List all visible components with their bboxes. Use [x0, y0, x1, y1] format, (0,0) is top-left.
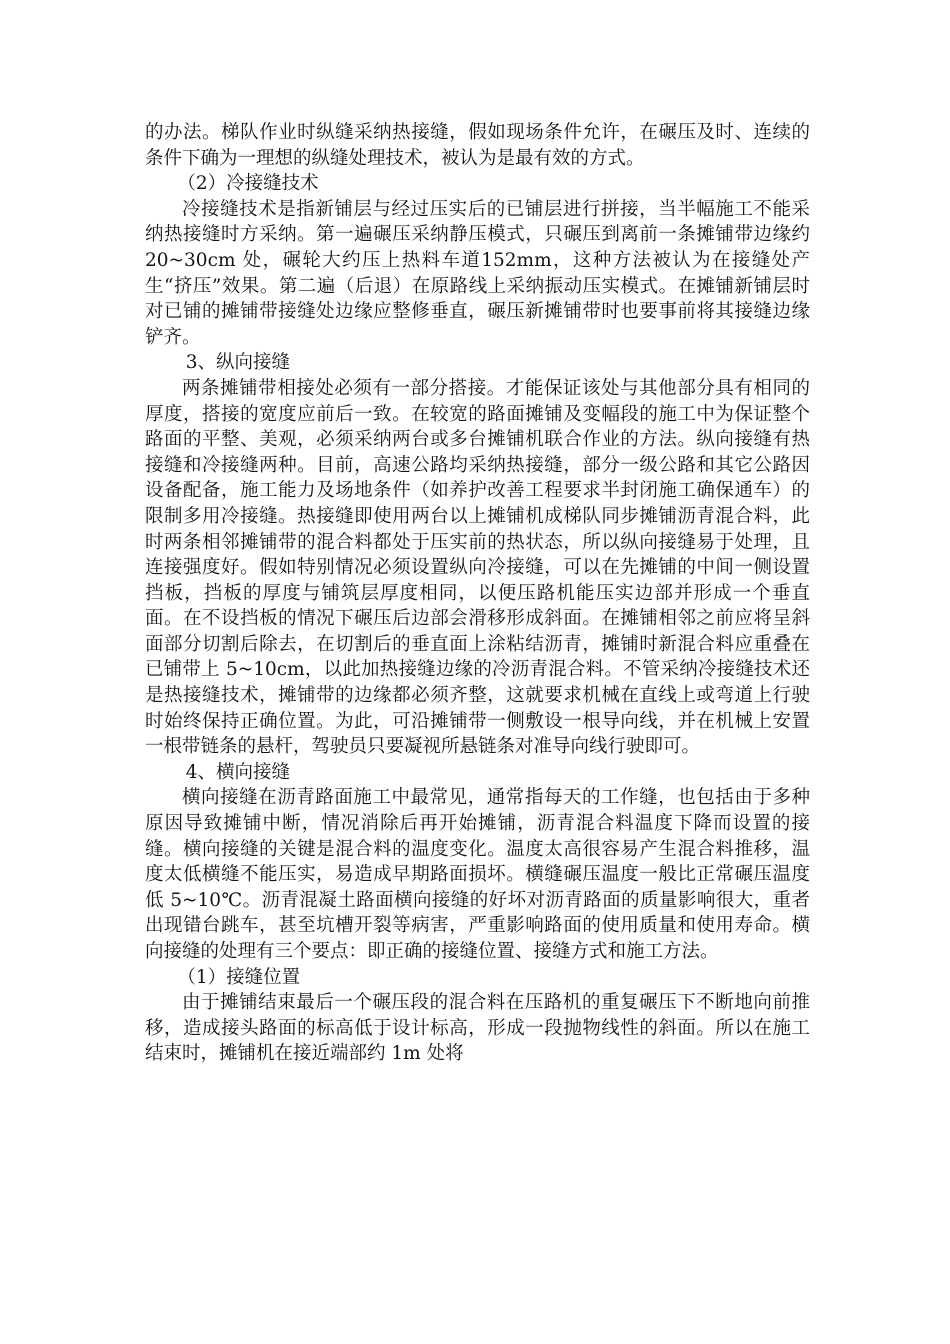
subheading-joint-position: （1）接缝位置 [177, 966, 301, 988]
paragraph-joint-position: 由于摊铺结束最后一个碾压段的混合料在压路机的重复碾压下不断地向前推移，造成接头路面的标高低于设计标高，形成一段抛物线性的斜面。所以在施工结束时，摊铺机在接近端部约 1m 处将 [145, 992, 810, 1065]
heading-transverse-joint: 4、横向接缝 [185, 761, 290, 783]
paragraph-continuation: 的办法。梯队作业时纵缝采纳热接缝，假如现场条件允许，在碾压及时、连续的条件下确为一理想的纵缝处理技术，被认为是最有效的方式。 [145, 122, 810, 169]
document-body [145, 120, 810, 1067]
paragraph-longitudinal-joint: 两条摊铺带相接处必须有一部分搭接。才能保证该处与其他部分具有相同的厚度，搭接的宽度应前后一致。在较宽的路面摊铺及变幅段的施工中为保证整个路面的平整、美观，必须采纳两台或多台摊铺机联合作业的方法。纵向接缝有热接缝和冷接缝两种。目前，高速公路均采纳热接缝，部分一级公路和其它公路因设备配备，施工能力及场地条件（如养护改善工程要求半封闭施工确保通车）的限制多用冷接缝。热接缝即使用两台以上摊铺机成梯队同步摊铺沥青混合料，此时两条相邻摊铺带的混合料都处于压实前的热状态，所以纵向接缝易于处理，且连接强度好。假如特别情况必须设置纵向冷接缝，可以在先摊铺的中间一侧设置挡板，挡板的厚度与铺筑层厚度相同，以便压路机能压实边部并形成一个垂直面。在不设挡板的情况下碾压后边部会滑移形成斜面。在摊铺相邻之前应将呈斜面部分切割后除去，在切割后的垂直面上涂粘结沥青，摊铺时新混合料应重叠在已铺带上 5~10cm，以此加热接缝边缘的冷沥青混合料。不管采纳冷接缝技术还是热接缝技术，摊铺带的边缘都必须齐整，这就要求机械在直线上或弯道上行驶时始终保持正确位置。为此，可沿摊铺带一侧敷设一根导向线，并在机械上安置一根带链条的悬杆，驾驶员只要凝视所悬链条对准导向线行驶即可。 [145, 377, 810, 758]
paragraph-transverse-joint: 横向接缝在沥青路面施工中最常见，通常指每天的工作缝，也包括由于多种原因导致摊铺中断，情况消除后再开始摊铺，沥青混合料温度下降而设置的接缝。横向接缝的关键是混合料的温度变化。温度太高很容易产生混合料推移，温度太低横缝不能压实，易造成早期路面损坏。横缝碾压温度一般比正常碾压温度低 5~10℃。沥青混凝土路面横向接缝的好坏对沥青路面的质量影响很大，重者出现错台跳车，甚至坑槽开裂等病害，严重影响路面的使用质量和使用寿命。横向接缝的处理有三个要点：即正确的接缝位置、接缝方式和施工方法。 [145, 787, 810, 962]
subheading-cold-joint-technique: （2）冷接缝技术 [177, 173, 319, 195]
paragraph-cold-joint: 冷接缝技术是指新铺层与经过压实后的已铺层进行拼接，当半幅施工不能采纳热接缝时方采纳。第一遍碾压采纳静压模式，只碾压到离前一条摊铺带边缘约 20~30cm 处，碾轮大约压上热料车道152mm，这种方法被认为在接缝处产生“挤压”效果。第二遍（后退）在原路线上采纳振动压实模式。在摊铺新铺层时对已铺的摊铺带接缝处边缘应整修垂直，碾压新摊铺带时也要事前将其接缝边缘铲齐。 [145, 198, 810, 348]
heading-longitudinal-joint: 3、纵向接缝 [185, 352, 290, 374]
